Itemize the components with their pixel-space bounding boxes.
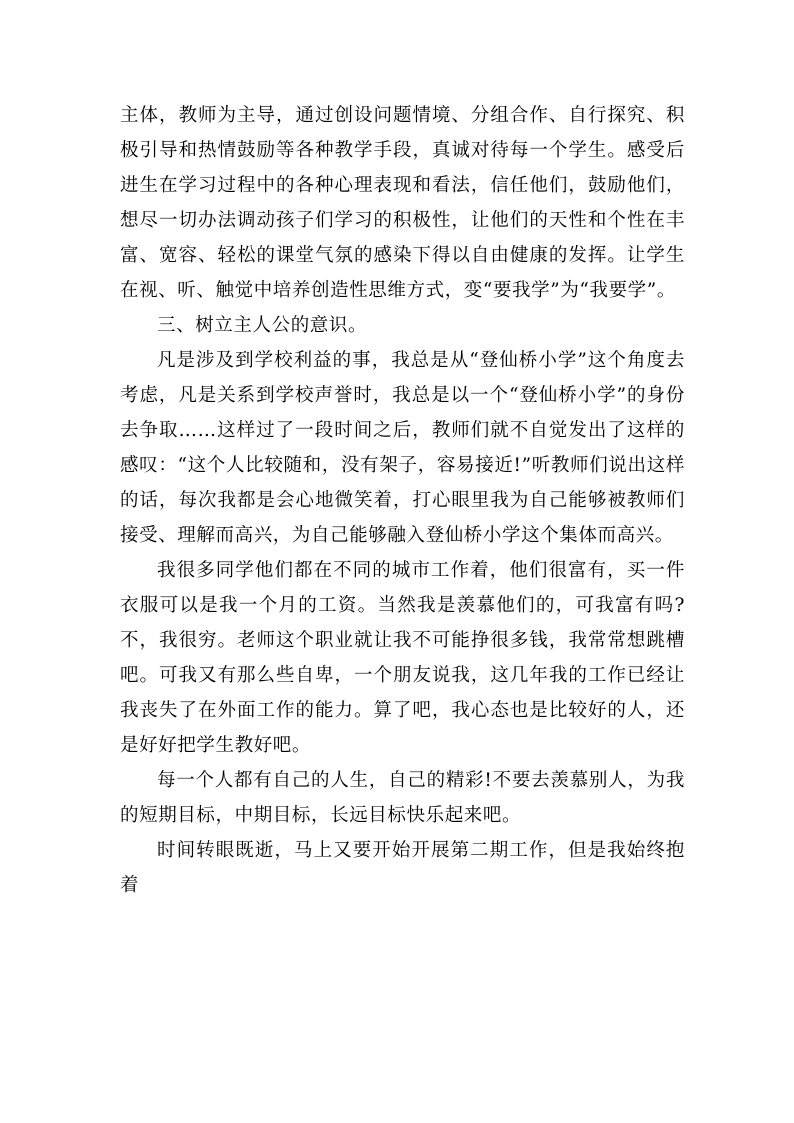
document-body bbox=[120, 98, 685, 903]
section-heading-ownership: 三、树立主人公的意识。 bbox=[157, 315, 368, 336]
paragraph-classmates: 我很多同学他们都在不同的城市工作着，他们很富有，买一件衣服可以是我一个月的工资。当然我是羡慕他们的，可我富有吗?不，我很穷。老师这个职业就让我不可能挣很多钱，我常常想跳槽吧。可我又有那么些自卑，一个朋友说我，这几年我的工作已经让我丧失了在外面工作的能力。算了吧，我心态也是比较好的人，还是好好把学生教好吧。 bbox=[120, 560, 685, 756]
paragraph-school-interest: 凡是涉及到学校利益的事，我总是从“登仙桥小学”这个角度去考虑，凡是关系到学校声誉时，我总是以一个“登仙桥小学”的身份去争取……这样过了一段时间之后，教师们就不自觉发出了这样的感叹：“这个人比较随和，没有架子，容易接近!”听教师们说出这样的话，每次我都是会心地微笑着，打心眼里我为自己能够被教师们接受、理解而高兴，为自己能够融入登仙桥小学这个集体而高兴。 bbox=[120, 350, 685, 546]
paragraph-own-life: 每一个人都有自己的人生，自己的精彩!不要去羡慕别人，为我的短期目标，中期目标，长远目标快乐起来吧。 bbox=[120, 770, 685, 826]
paragraph-second-term: 时间转眼既逝，马上又要开始开展第二期工作，但是我始终抱着 bbox=[120, 840, 685, 896]
paragraph-teaching-methods: 主体，教师为主导，通过创设问题情境、分组合作、自行探究、积极引导和热情鼓励等各种教学手段，真诚对待每一个学生。感受后进生在学习过程中的各种心理表现和看法，信任他们，鼓励他们，想尽一切办法调动孩子们学习的积极性，让他们的天性和个性在丰富、宽容、轻松的课堂气氛的感染下得以自由健康的发挥。让学生在视、听、触觉中培养创造性思维方式，变“要我学”为“我要学”。 bbox=[120, 105, 685, 301]
